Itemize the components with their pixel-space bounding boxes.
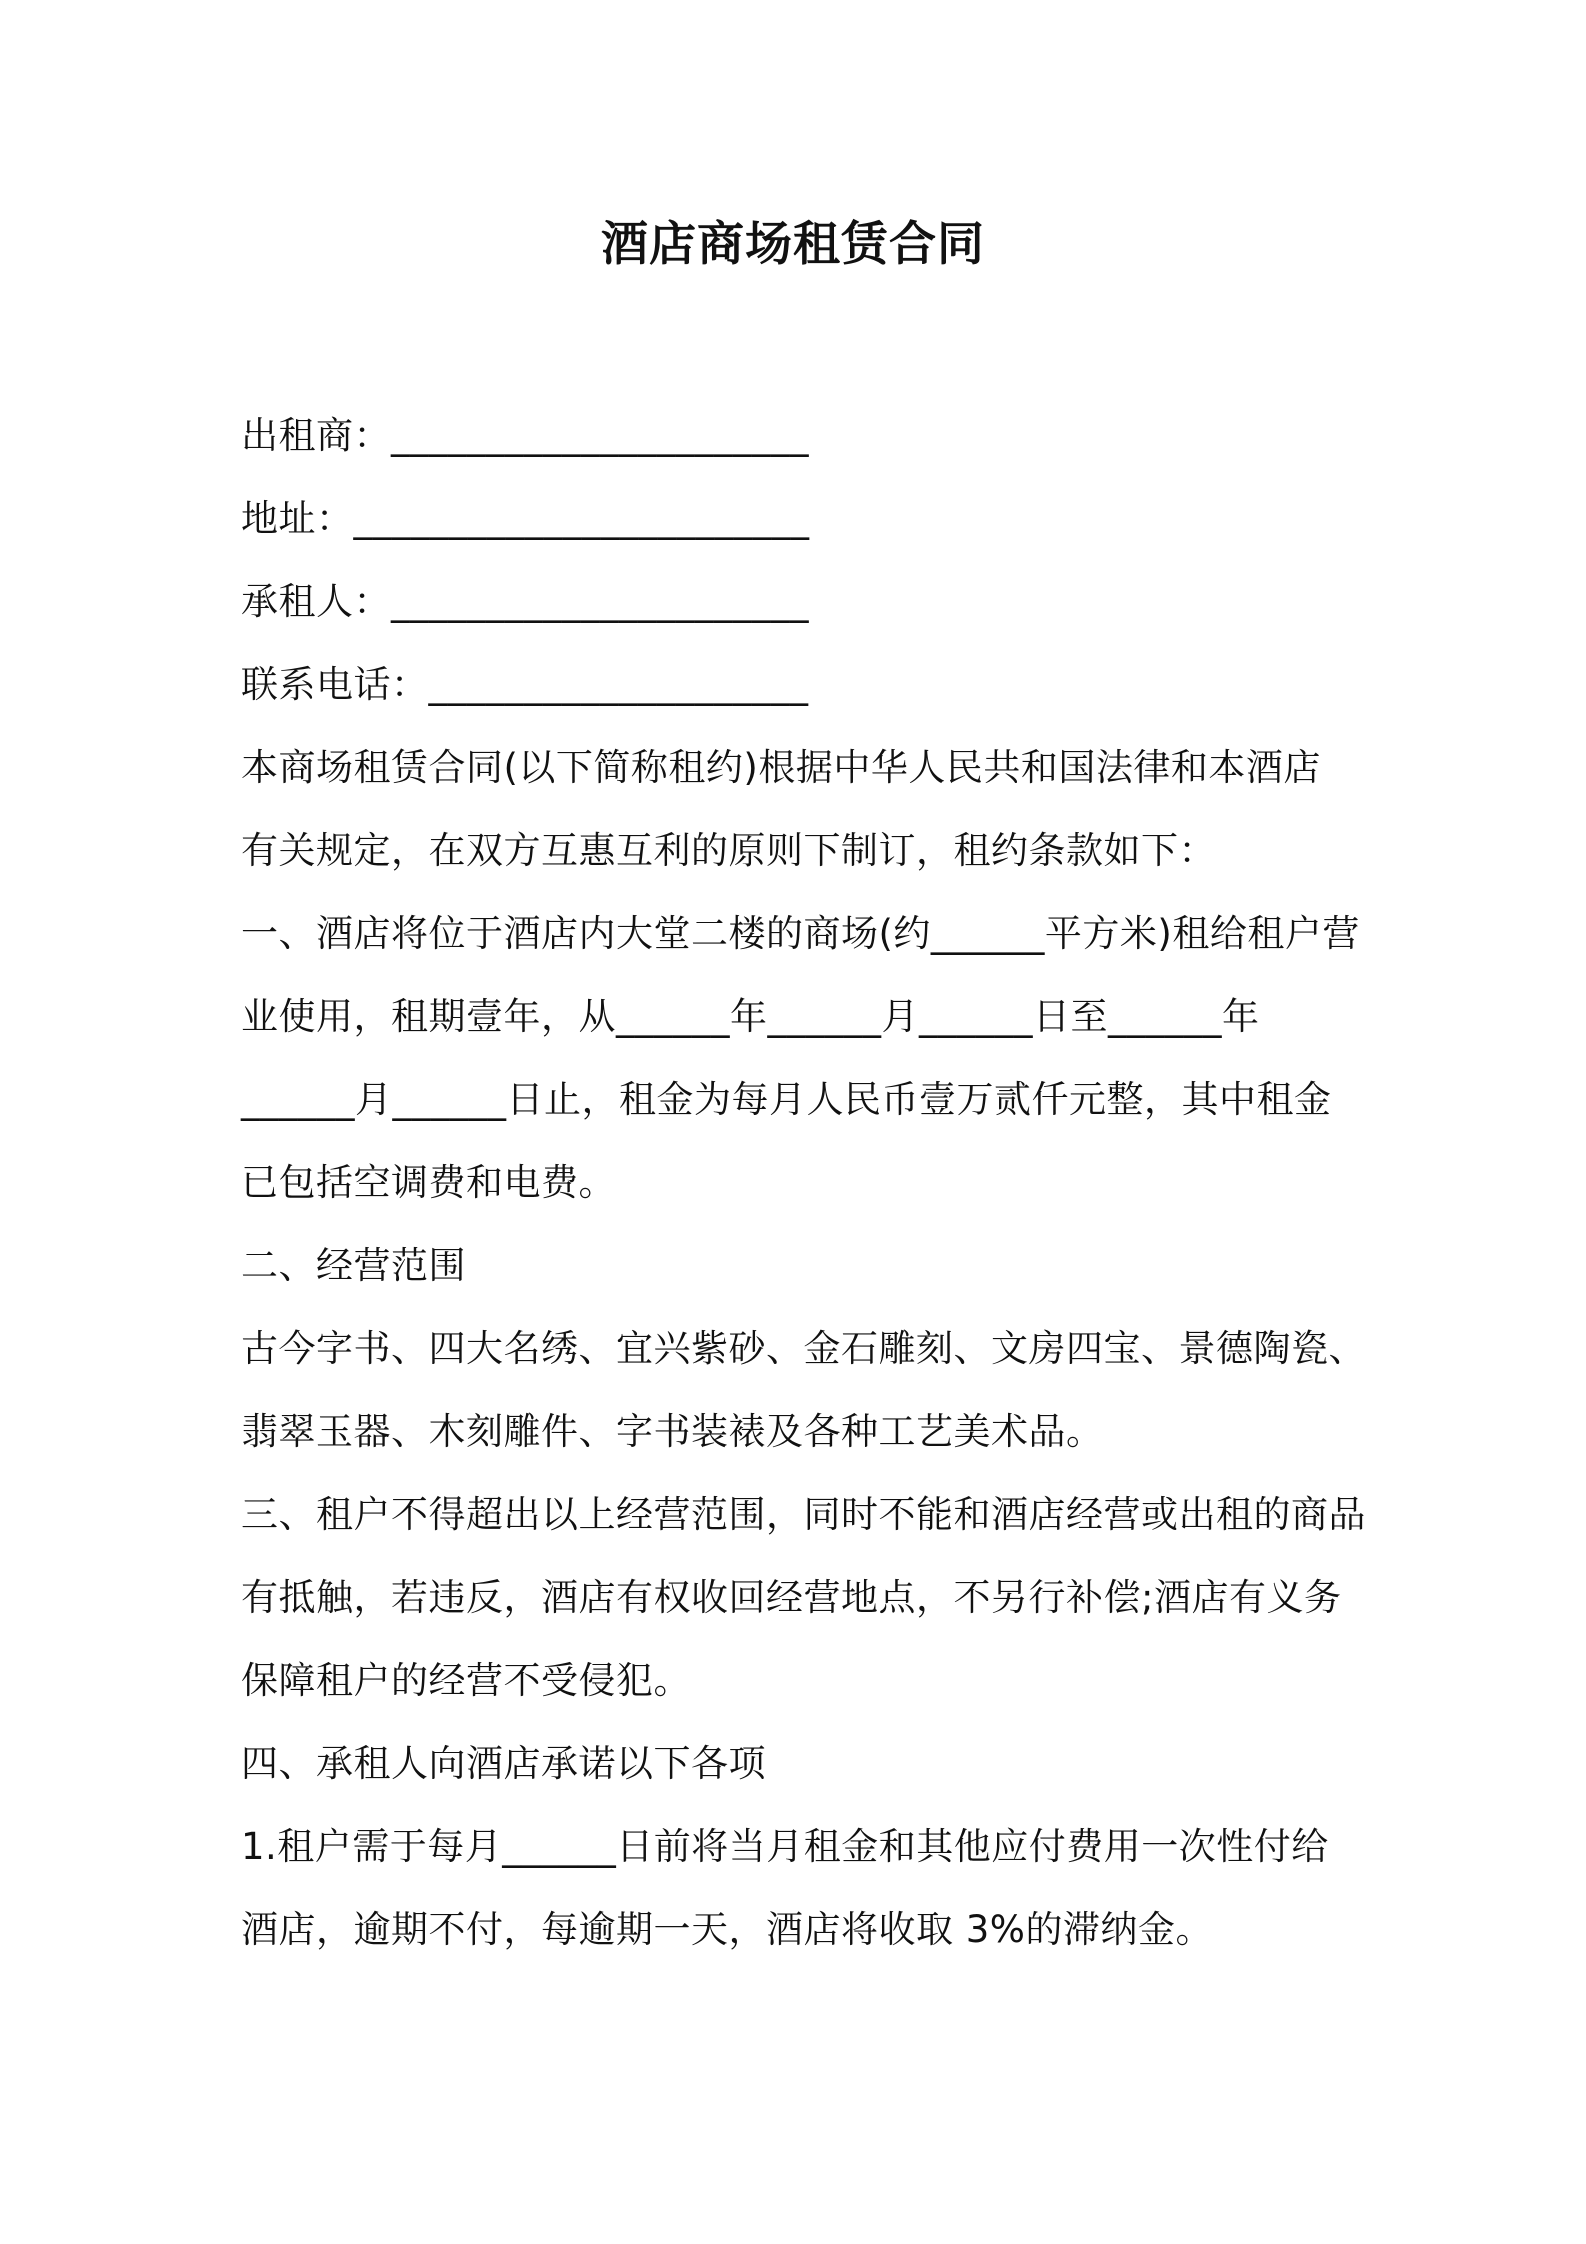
paragraph-line: 本商场租赁合同(以下简称租约)根据中华人民共和国法律和本酒店 (241, 746, 1321, 789)
lessor-field: 出租商：______________________ (241, 414, 809, 457)
clause-one-line: 业使用，租期壹年，从______年______月______日至______年 (241, 995, 1260, 1038)
scope-line: 古今字书、四大名绣、宜兴紫砂、金石雕刻、文房四宝、景德陶瓷、 (241, 1327, 1366, 1370)
lessee-field: 承租人：______________________ (241, 580, 809, 623)
clause-one-line: 一、酒店将位于酒店内大堂二楼的商场(约______平方米)租给租户营 (241, 912, 1360, 955)
paragraph-line: 有关规定，在双方互惠互利的原则下制订，租约条款如下： (241, 829, 1216, 872)
clause-three-line: 有抵触，若违反，酒店有权收回经营地点，不另行补偿;酒店有义务 (241, 1576, 1342, 1619)
item-one-line: 1.租户需于每月______日前将当月租金和其他应付费用一次性付给 (241, 1825, 1329, 1868)
section-heading: 四、承租人向酒店承诺以下各项 (241, 1742, 766, 1785)
clause-three-line: 三、租户不得超出以上经营范围，同时不能和酒店经营或出租的商品 (241, 1493, 1366, 1536)
phone-field: 联系电话：____________________ (241, 663, 809, 706)
section-heading: 二、经营范围 (241, 1244, 466, 1287)
clause-three-line: 保障租户的经营不受侵犯。 (241, 1659, 691, 1702)
scope-line: 翡翠玉器、木刻雕件、字书装裱及各种工艺美术品。 (241, 1410, 1104, 1453)
address-field: 地址：________________________ (241, 497, 810, 540)
clause-one-line: 已包括空调费和电费。 (241, 1161, 616, 1204)
document-title: 酒店商场租赁合同 (601, 217, 985, 272)
item-one-line: 酒店，逾期不付，每逾期一天，酒店将收取 3%的滞纳金。 (241, 1908, 1213, 1951)
clause-one-line: ______月______日止，租金为每月人民币壹万贰仟元整，其中租金 (241, 1078, 1332, 1121)
